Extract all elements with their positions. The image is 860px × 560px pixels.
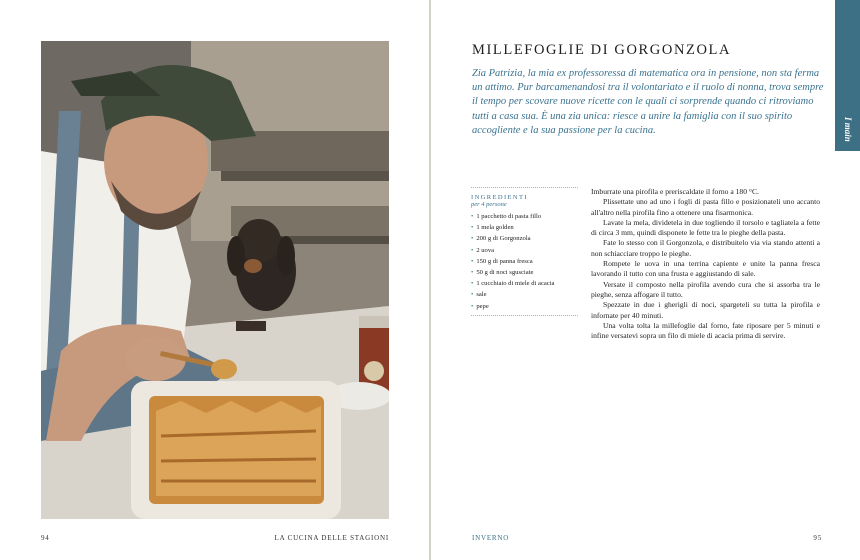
recipe-photo (41, 41, 389, 519)
ingredient-item: • 2 uova (471, 245, 578, 256)
ingredient-item: • 1 cucchiaio di miele di acacia (471, 278, 578, 289)
recipe-intro: Zia Patrizia, la mia ex professoressa di matematica ora in pensione, non sta ferma un attimo. Pur barcamenandosi tra il volontariato e il ruolo di nonna, trova sempre il tempo per scovare nuove ricette con le quali ci sorprende quando ci ritroviamo tutti a casa sua. È una zia unica: riesce a unire la famiglia con il suo spirito accogliente e la sua passione per la cucina. (472, 68, 824, 136)
method-paragraph: Fate lo stesso con il Gorgonzola, e distribuitelo via via stando attenti a non schiacciare troppo le pieghe. (591, 238, 820, 258)
method-text (591, 187, 820, 341)
ingredient-item: • 150 g di panna fresca (471, 256, 578, 267)
ingredients-heading: INGREDIENTI (471, 194, 528, 201)
section-tab (835, 0, 860, 151)
recipe-title: MILLEFOGLIE DI GORGONZOLA (472, 42, 732, 58)
ingredients-box (471, 187, 578, 316)
method-paragraph: Plissettate uno ad uno i fogli di pasta fillo e posizionateli uno accanto all'altro nella pirofila fino a ottenere una fisarmonica. (591, 197, 820, 217)
ingredient-item: • pepe (471, 301, 578, 312)
section-tab-label: I main (843, 116, 853, 142)
ingredient-item: • sale (471, 289, 578, 300)
left-page (0, 0, 429, 560)
page-number-left: 94 (41, 534, 50, 542)
ingredients-divider (471, 315, 578, 316)
ingredient-item: • 200 g di Gorgonzola (471, 233, 578, 244)
section-label: INVERNO (472, 534, 510, 542)
method-paragraph: Una volta tolta la millefoglie dal forno, fate riposare per 5 minuti e infine versatevi sopra un filo di miele di acacia prima di servire. (591, 320, 820, 341)
running-title: LA CUCINA DELLE STAGIONI (274, 534, 389, 542)
method-paragraph: Versate il composto nella pirofila avendo cura che si assorba tra le pieghe, senza affogare il tutto. (591, 279, 820, 299)
ingredients-list (471, 211, 578, 312)
photo-illustration (41, 41, 389, 519)
ingredient-item: • 1 pacchetto di pasta fillo (471, 211, 578, 222)
method-paragraph: Spezzate in due i gherigli di noci, spargeteli su tutta la pirofila e infornate per 40 minuti. (591, 300, 820, 320)
ingredients-servings: per 4 persone (471, 201, 507, 208)
ingredient-item: • 1 mela golden (471, 222, 578, 233)
method-paragraph: Lavate la mela, dividetela in due togliendo il torsolo e tagliatela a fette di circa 3 mm, quindi disponete le fette tra le pieghe della pasta. (591, 217, 820, 238)
ingredient-item: • 50 g di noci sgusciate (471, 267, 578, 278)
method-paragraph: Imburrate una pirofila e preriscaldate il forno a 180 °C. (591, 187, 759, 196)
page-number-right: 95 (813, 534, 822, 542)
method-paragraph: Rompete le uova in una terrina capiente e unite la panna fresca lavorando il tutto con una frusta e aggiustando di sale. (591, 259, 820, 279)
right-page (431, 0, 860, 560)
